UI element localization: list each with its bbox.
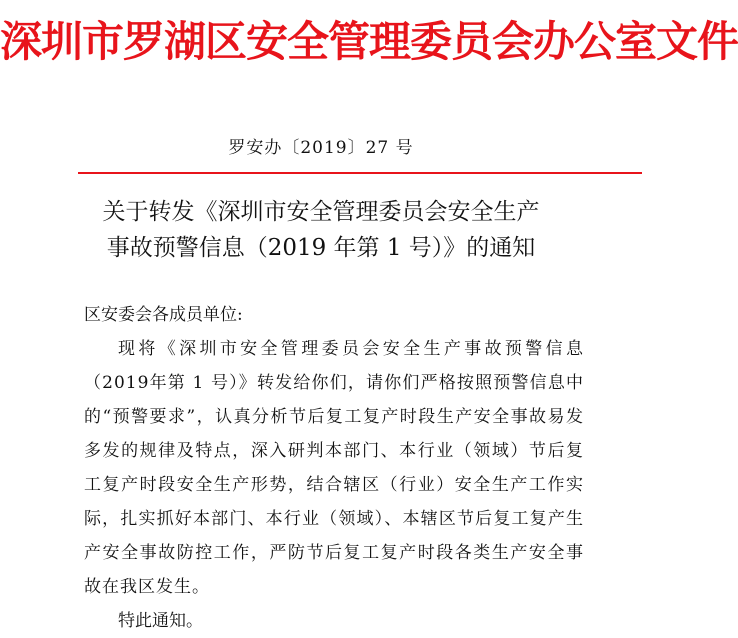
title-line-2: 事故预警信息（2019 年第 1 号）》的通知	[106, 235, 536, 261]
title-line-1: 关于转发《深圳市安全管理委员会安全生产	[102, 199, 540, 225]
closing-line: 特此通知。	[118, 611, 203, 631]
document-number: 罗安办〔2019〕27 号	[228, 138, 414, 158]
document-title	[0, 194, 642, 266]
red-separator-line	[78, 172, 642, 174]
issuer-masthead: 深圳市罗湖区安全管理委员会办公室文件	[0, 17, 738, 66]
salutation: 区安委会各成员单位:	[84, 305, 243, 325]
body-paragraph: 现将《深圳市安全管理委员会安全生产事故预警信息（2019年第 1 号）》转发给你们，请你们严格按照预警信息中的“预警要求”，认真分析节后复工复产时段生产安全事故易发多发的规律及特点，深入研判本部门、本行业（领域）节后复工复产时段安全生产形势，结合辖区（行业）安全生产工作实际，扎实抓好本部门、本行业（领域）、本辖区节后复工复产生产安全事故防控工作，严防节后复工复产时段各类生产安全事故在我区发生。	[84, 339, 584, 597]
document-body	[84, 298, 584, 638]
